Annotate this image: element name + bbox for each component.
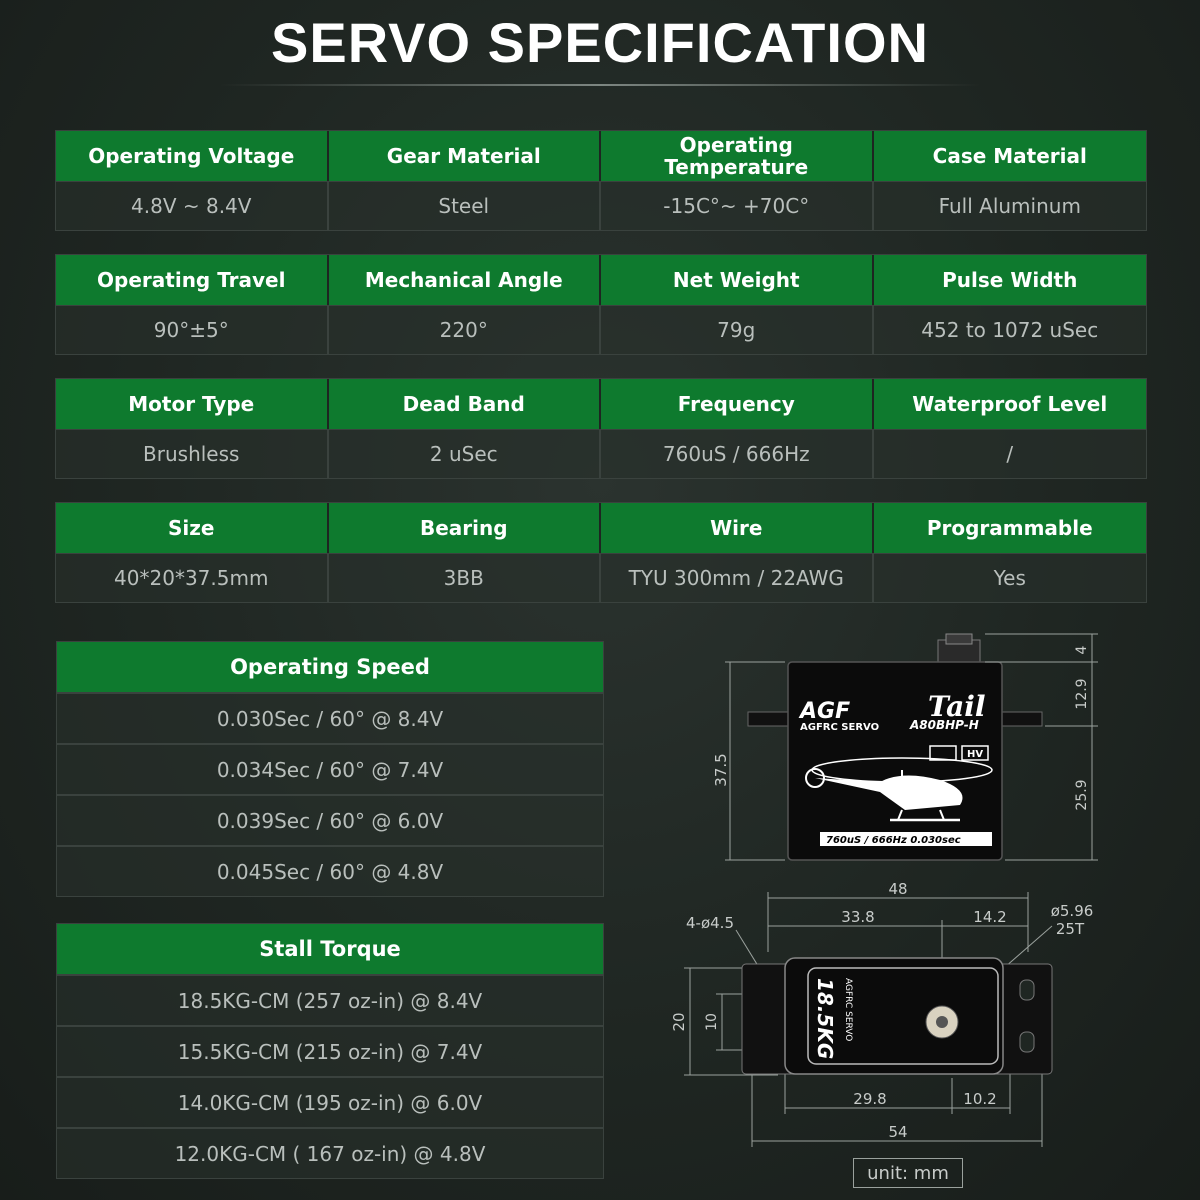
spec-value: 2 uSec [329, 429, 602, 478]
list-item: 18.5KG-CM (257 oz-in) @ 8.4V [57, 974, 603, 1025]
operating-speed-table [56, 641, 604, 897]
spec-value: Yes [874, 553, 1147, 602]
spec-value: 79g [601, 305, 874, 354]
stall-torque-header: Stall Torque [57, 924, 603, 974]
spec-header: Dead Band [329, 379, 602, 429]
spec-header: Bearing [329, 503, 602, 553]
dim-spline-dia: ø5.96 [1050, 902, 1094, 920]
spec-header: Operating Voltage [56, 131, 329, 181]
list-item: 0.039Sec / 60° @ 6.0V [57, 794, 603, 845]
spec-value: 3BB [329, 553, 602, 602]
spec-header: Operating Travel [56, 255, 329, 305]
servo-dimension-diagram [640, 630, 1140, 1155]
dim-bottom-left: 29.8 [853, 1090, 887, 1108]
model-code: A80BHP-H [910, 718, 979, 732]
spec-header: Pulse Width [874, 255, 1147, 305]
spec-header: Frequency [601, 379, 874, 429]
brand-logo-text: AGF [800, 699, 851, 724]
dim-spline-teeth: 25T [1055, 920, 1085, 938]
list-item: 0.045Sec / 60° @ 4.8V [57, 845, 603, 896]
spec-value: Brushless [56, 429, 329, 478]
dim-left-span: 33.8 [841, 908, 875, 926]
spec-header-text: Operating Temperature [664, 133, 809, 179]
dim-length: 48 [888, 880, 908, 898]
spec-value: 452 to 1072 uSec [874, 305, 1147, 354]
spec-value: Steel [329, 181, 602, 230]
dim-upper: 12.9 [1074, 678, 1090, 710]
dim-lower: 25.9 [1074, 779, 1090, 811]
spec-value: 90°±5° [56, 305, 329, 354]
spec-value: 4.8V ~ 8.4V [56, 181, 329, 230]
list-item: 14.0KG-CM (195 oz-in) @ 6.0V [57, 1076, 603, 1127]
dim-top: 4 [1074, 645, 1090, 655]
spec-value: 220° [329, 305, 602, 354]
dim-height: 37.5 [712, 753, 730, 787]
list-item: 0.034Sec / 60° @ 7.4V [57, 743, 603, 794]
spec-header: Mechanical Angle [329, 255, 602, 305]
brand-name: AGFRC SERVO [800, 722, 880, 733]
spec-header: Size [56, 503, 329, 553]
model-name: Tail [928, 690, 986, 723]
hv-badge: HV [967, 749, 984, 760]
spec-table-2 [55, 254, 1147, 355]
spec-table-3 [55, 378, 1147, 479]
spec-header: Case Material [874, 131, 1147, 181]
dim-width: 20 [670, 1012, 688, 1032]
title-underline [220, 84, 980, 86]
dim-holes: 4-ø4.5 [686, 914, 734, 932]
spec-value: TYU 300mm / 22AWG [601, 553, 874, 602]
list-item: 12.0KG-CM ( 167 oz-in) @ 4.8V [57, 1127, 603, 1178]
spec-value: Full Aluminum [874, 181, 1147, 230]
spec-value: / [874, 429, 1147, 478]
top-brand: AGFRC SERVO [843, 978, 853, 1042]
spec-table-1 [55, 130, 1147, 231]
unit-label: unit: mm [853, 1158, 963, 1188]
operating-speed-header: Operating Speed [57, 642, 603, 692]
spec-header [601, 131, 874, 181]
page-title: SERVO SPECIFICATION [271, 11, 929, 74]
dim-bottom-right: 10.2 [963, 1090, 997, 1108]
servo-top-view [670, 880, 1093, 1147]
spec-value: 760uS / 666Hz [601, 429, 874, 478]
spec-table-4 [55, 502, 1147, 603]
list-item: 15.5KG-CM (215 oz-in) @ 7.4V [57, 1025, 603, 1076]
spec-header: Motor Type [56, 379, 329, 429]
dim-right-span: 14.2 [973, 908, 1007, 926]
spec-value: -15C°~ +70C° [601, 181, 874, 230]
spec-value: 40*20*37.5mm [56, 553, 329, 602]
dim-overall: 54 [888, 1123, 908, 1141]
spec-header: Waterproof Level [874, 379, 1147, 429]
top-label: 18.5KG [813, 978, 837, 1060]
spec-header: Gear Material [329, 131, 602, 181]
spec-header: Programmable [874, 503, 1147, 553]
spec-header: Wire [601, 503, 874, 553]
stall-torque-table [56, 923, 604, 1179]
list-item: 0.030Sec / 60° @ 8.4V [57, 692, 603, 743]
front-label: 760uS / 666Hz 0.030sec [826, 835, 961, 846]
spec-header: Net Weight [601, 255, 874, 305]
dim-inner: 10 [704, 1013, 720, 1031]
servo-front-view [712, 634, 1098, 860]
